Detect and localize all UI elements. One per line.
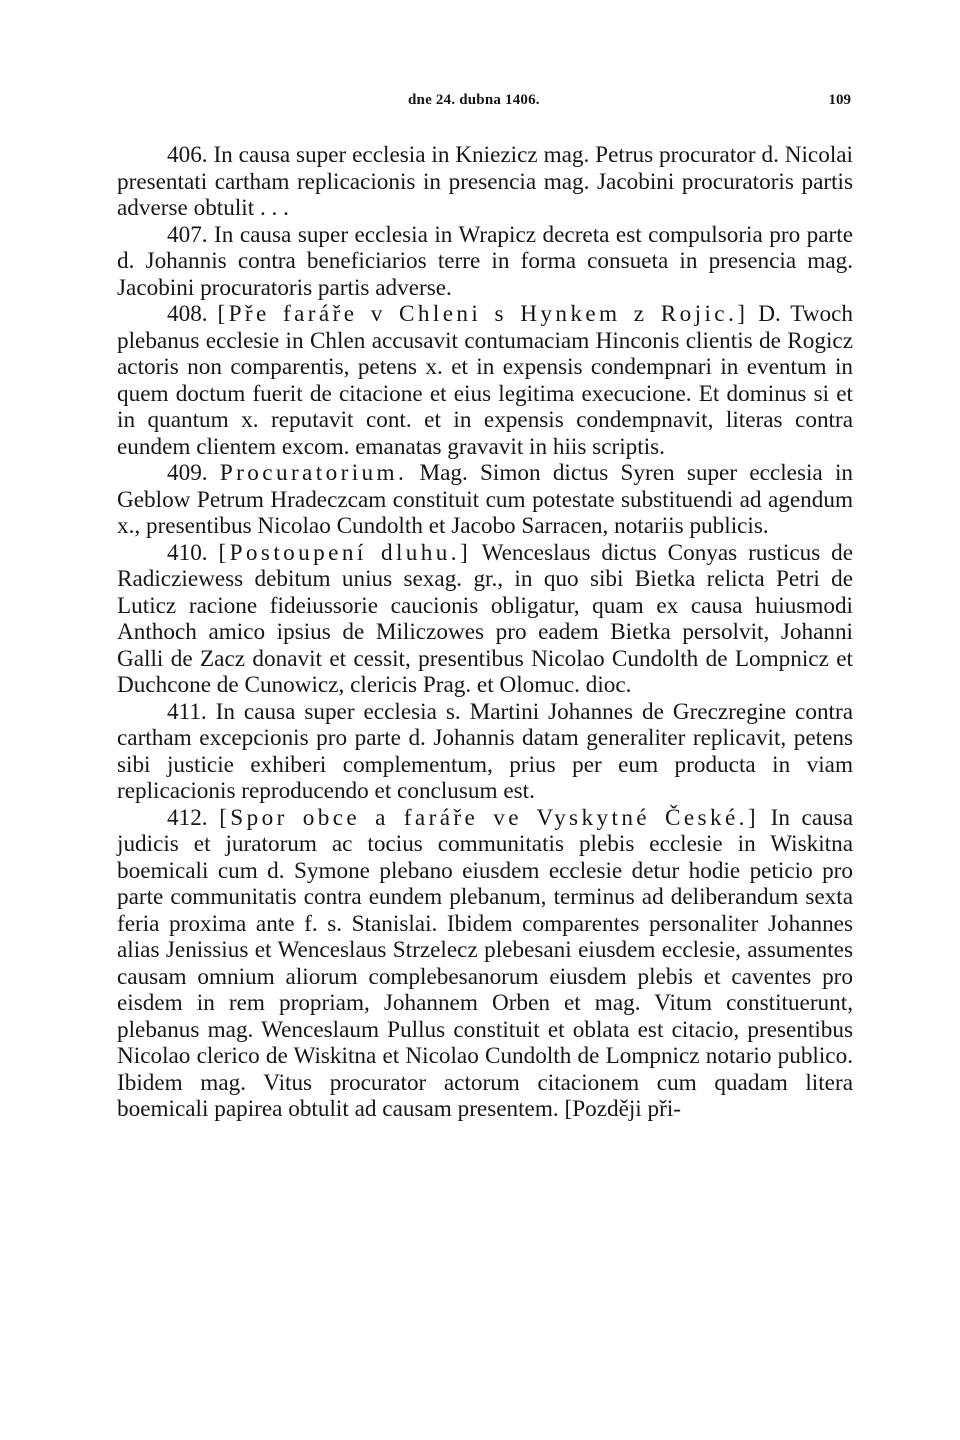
entry-heading: [Postoupení dluhu.] (218, 539, 472, 566)
entry-text: D. Twoch plebanus ecclesie in Chlen accusavit contumaciam Hinconis clientis de Rogicz actoris non comparentis, petens x. et in expensis condempnari in eventum in quem doctum fuerit de citacione et eius legitima execucione. Et dominus si et in quantum x. reputavit cont. et in expensis condempnavit, literas contra eundem clientem excom. emanatas gravavit in hiis scriptis. (117, 301, 853, 460)
page-number: 109 (828, 92, 851, 108)
entry-412 (117, 805, 853, 1123)
entry-number: 408. (167, 301, 208, 327)
entry-410 (117, 540, 853, 699)
entry-number: 412. (167, 804, 208, 831)
entry-number: 409. (167, 460, 208, 486)
running-header (117, 88, 853, 118)
document-body (117, 142, 853, 1123)
entry-text: 406. In causa super ecclesia in Kniezicz mag. Petrus procurator d. Nicolai presentati cartham replicacionis in presencia mag. Jacobini procuratoris partis adverse obtulit . . . (117, 142, 853, 221)
entry-406 (117, 142, 853, 222)
document-page (117, 88, 853, 1123)
entry-heading: [Pře faráře v Chleni s Hynkem z Rojic.] (217, 301, 749, 327)
entry-408 (117, 301, 853, 460)
entry-text: Mag. Simon dictus Syren super ecclesia in Geblow Petrum Hradeczcam constituit cum potestate substituendi ad agendum x., presentibus Nicolao Cundolth et Jacobo Sarracen, notariis publicis. (117, 460, 853, 539)
entry-heading: [Spor obce a faráře ve Vyskytné České.] (219, 804, 759, 831)
header-date-title: dne 24. dubna 1406. (408, 92, 540, 108)
entry-409 (117, 460, 853, 540)
entry-text: 407. In causa super ecclesia in Wrapicz decreta est compulsoria pro parte d. Johannis contra beneficiarios terre in forma consueta in presencia mag. Jacobini procuratoris partis adverse. (117, 221, 853, 301)
entry-text: Wenceslaus dictus Conyas rusticus de Radicziewess debitum unius sexag. gr., in quo sibi Bietka relicta Petri de Luticz racione fideiussorie caucionis obligatur, quam ex causa huiusmodi Anthoch amico ipsius de Miliczowes pro eadem Bietka persolvit, Johanni Galli de Zacz donavit et cessit, presentibus Nicolao Cundolth de Lompnicz et Duchcone de Cunowicz, clericis Prag. et Olomuc. dioc. (117, 539, 854, 698)
entry-number: 410. (167, 539, 208, 566)
entry-411 (117, 699, 853, 805)
entry-text: 411. In causa super ecclesia s. Martini Johannes de Greczregine contra cartham excepcionis pro parte d. Johannis datam generaliter replicavit, petens sibi justicie exhiberi complementum, prius per eum producta in viam replicacionis reproducendo et conclusum est. (117, 698, 853, 804)
entry-407 (117, 222, 853, 302)
entry-heading: Procuratorium. (219, 460, 408, 486)
entry-text: In causa judicis et juratorum ac tocius communitatis plebis ecclesie in Wiskitna boemicali cum d. Symone plebano eiusdem ecclesie detur hodie peticio pro parte communitatis contra eundem plebanum, terminus ad deliberandum sexta feria proxima ante f. s. Stanislai. Ibidem comparentes personaliter Johannes alias Jenissius et Wenceslaus Strzelecz plebesani eiusdem ecclesie, assumentes causam omnium aliorum complebesanorum eiusdem plebis et caventes pro eisdem in rem propriam, Johannem Orben et mag. Vitum constituerunt, plebanus mag. Wenceslaum Pullus constituit et oblata est citacio, presentibus Nicolao clerico de Wiskitna et Nicolao Cundolth de Lompnicz notario publico. Ibidem mag. Vitus procurator actorum citacionem cum quadam litera boemicali papirea obtulit ad causam presentem. [Později při- (117, 804, 854, 1122)
